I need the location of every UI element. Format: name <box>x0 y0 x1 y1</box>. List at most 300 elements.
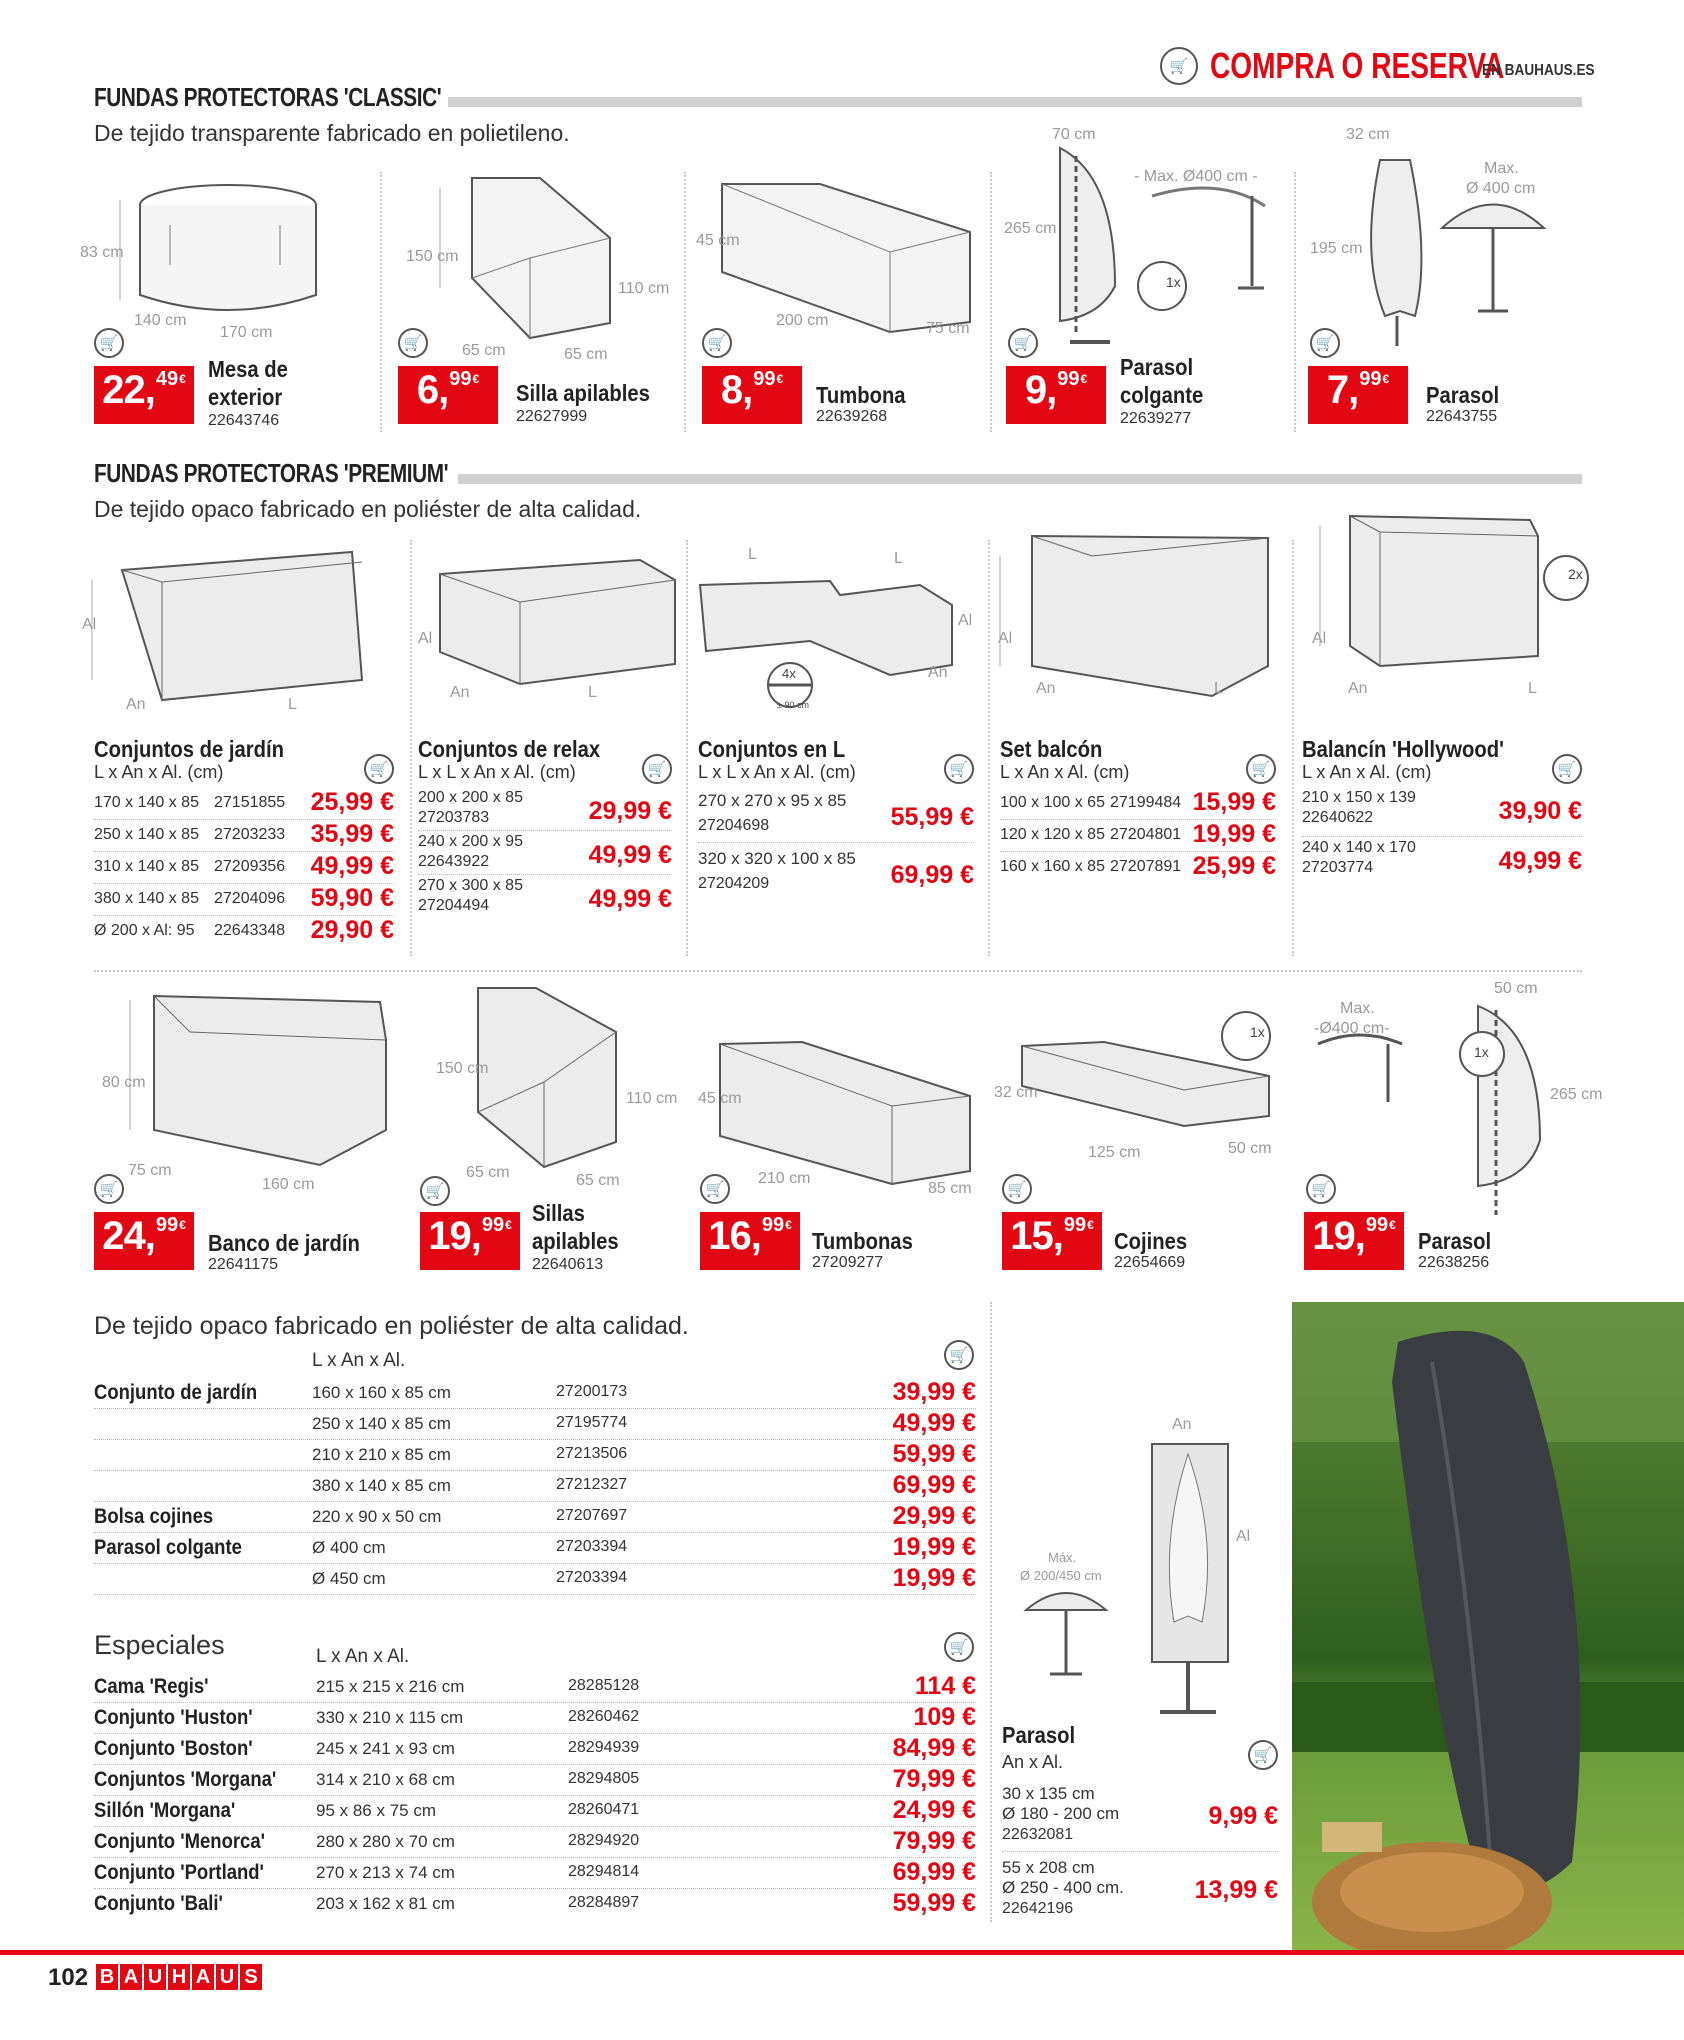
price-currency: € <box>1080 372 1088 386</box>
set-name: Set balcón <box>1000 736 1103 762</box>
classic-subtitle: De tejido transparente fabricado en polietileno. <box>94 120 570 146</box>
row-price: 13,99 € <box>1194 1876 1278 1904</box>
dim-label: 125 cm <box>1088 1144 1141 1161</box>
row-code: 27203774 <box>1302 859 1374 876</box>
cart-icon[interactable]: 🛒 <box>944 754 974 784</box>
logo-letter: U <box>144 1964 166 1990</box>
set-l <box>698 736 974 909</box>
row-dim: Ø 180 - 200 cm <box>1002 1804 1120 1823</box>
product-name: Banco de jardín <box>208 1230 360 1256</box>
loungers-cover-illustration <box>712 1036 982 1186</box>
row-dim: Ø 200 x Al: 95 <box>94 922 195 939</box>
price-currency: € <box>472 372 480 386</box>
dim-label: 2x <box>1568 566 1583 582</box>
price-cents: 99 <box>753 368 776 390</box>
cart-icon[interactable]: 🛒 <box>702 328 732 358</box>
row-dim: 240 x 140 x 170 <box>1302 839 1416 856</box>
dim-label: 210 cm <box>758 1170 811 1187</box>
price-cents: 99 <box>449 368 472 390</box>
product-name: apilables <box>532 1228 619 1254</box>
dim-label: L <box>894 550 903 567</box>
opaco-table <box>94 1378 976 1596</box>
row-price: 19,99 € <box>1192 820 1276 848</box>
dim-label: An <box>928 664 948 681</box>
row-code: 22643922 <box>418 853 490 870</box>
row-code: 27204801 <box>1110 826 1182 843</box>
cart-icon[interactable]: 🛒 <box>944 1632 974 1662</box>
row-dim: 270 x 300 x 85 <box>418 877 523 894</box>
dim-label: Al <box>1312 630 1327 647</box>
dim-label: 75 cm <box>128 1162 172 1179</box>
price-cents: 99 <box>1057 368 1080 390</box>
dim-label: 50 cm <box>1228 1140 1272 1157</box>
dim-label: 1x <box>1250 1024 1265 1040</box>
row-price: 49,99 € <box>588 885 672 913</box>
row-dim: 250 x 140 x 85 <box>94 826 199 843</box>
price-badge <box>1006 366 1106 424</box>
row-dim: 55 x 208 cm <box>1002 1858 1095 1877</box>
dim-label: 110 cm <box>618 280 670 297</box>
dim-label: 265 cm <box>1550 1086 1603 1103</box>
product-code: 22643755 <box>1426 408 1498 425</box>
dim-label: Al <box>1236 1528 1251 1545</box>
set-unit: L x An x Al. (cm) <box>94 762 224 782</box>
row-price: 39,90 € <box>1498 797 1582 825</box>
product-name: Cojines <box>1114 1228 1188 1254</box>
set-relax <box>418 736 672 959</box>
cart-icon[interactable]: 🛒 <box>94 1174 124 1204</box>
row-price: 114 € <box>914 1672 976 1700</box>
cart-icon[interactable]: 🛒 <box>1008 328 1038 358</box>
row-code: 28294920 <box>568 1832 640 1849</box>
especiales-table <box>94 1672 976 1922</box>
product-code: 22639277 <box>1120 410 1192 427</box>
row-name: Bolsa cojines <box>94 1505 214 1528</box>
classic-title: FUNDAS PROTECTORAS 'CLASSIC' <box>94 82 442 112</box>
row-price: 84,99 € <box>892 1734 976 1762</box>
row-price: 25,99 € <box>310 788 394 816</box>
set-garden <box>94 736 394 959</box>
row-dim: 270 x 270 x 95 x 85 <box>698 791 847 810</box>
price-euros: 19, <box>1312 1214 1365 1258</box>
dim-label: 32 cm <box>1346 126 1390 143</box>
header-web[interactable]: EN BAUHAUS.ES <box>1482 62 1595 79</box>
logo-letter: B <box>96 1964 118 1990</box>
product-code: 22654669 <box>1114 1254 1186 1271</box>
row-code: 27203783 <box>418 809 490 826</box>
dim-label: Max. <box>1484 160 1519 177</box>
product-name: Parasol <box>1120 354 1194 380</box>
price-cents: 99 <box>761 1214 785 1236</box>
opaco-subtitle: De tejido opaco fabricado en poliéster de alta calidad. <box>94 1312 689 1340</box>
row-code: 27203394 <box>556 1569 628 1586</box>
price-badge <box>94 1212 194 1270</box>
price-currency: € <box>776 372 784 386</box>
row-code: 22643348 <box>214 922 286 939</box>
row-price: 49,99 € <box>1498 847 1582 875</box>
price-badge <box>702 366 802 424</box>
parasol-cover-illustration <box>1010 1410 1270 1720</box>
dim-label: An <box>1036 680 1056 697</box>
price-currency: € <box>785 1218 792 1232</box>
row-name: Conjunto 'Menorca' <box>94 1830 265 1853</box>
cart-icon[interactable]: 🛒 <box>944 1340 974 1370</box>
row-code: 28294814 <box>568 1863 640 1880</box>
row-name: Conjunto 'Bali' <box>94 1892 223 1915</box>
row-dim: 380 x 140 x 85 cm <box>312 1476 451 1495</box>
row-price: 49,99 € <box>588 841 672 869</box>
row-name: Conjuntos 'Morgana' <box>94 1768 277 1791</box>
premium-title-bar <box>458 474 1582 484</box>
price-euros: 22, <box>102 368 155 412</box>
row-dim: 100 x 100 x 65 <box>1000 794 1105 811</box>
row-price: 69,99 € <box>892 1858 976 1886</box>
parasol-unit: An x Al. <box>1002 1752 1064 1772</box>
row-name: Conjunto 'Boston' <box>94 1737 253 1760</box>
row-name: Conjunto 'Huston' <box>94 1706 253 1729</box>
row-dim: 203 x 162 x 81 cm <box>316 1894 455 1913</box>
cart-icon[interactable]: 🛒 <box>364 754 394 784</box>
page-number: 102 <box>48 1964 89 1991</box>
price-badge <box>420 1212 520 1270</box>
set-unit: L x An x Al. (cm) <box>1000 762 1130 782</box>
price-badge <box>1002 1212 1102 1270</box>
dim-label: An <box>1172 1416 1192 1433</box>
row-price: 59,90 € <box>310 884 394 912</box>
price-euros: 19, <box>428 1214 481 1258</box>
set-name: Conjuntos de jardín <box>94 736 285 762</box>
row-name: Conjunto de jardín <box>94 1381 258 1404</box>
row-dim: 240 x 200 x 95 <box>418 833 523 850</box>
row-name: Sillón 'Morgana' <box>94 1799 236 1822</box>
row-price: 59,99 € <box>892 1889 976 1917</box>
set-balcony <box>1000 736 1276 899</box>
premium-subtitle: De tejido opaco fabricado en poliéster de alta calidad. <box>94 496 642 522</box>
row-code: 28284897 <box>568 1894 640 1911</box>
dim-label: 4x <box>782 666 796 681</box>
row-dim: 160 x 160 x 85 <box>1000 858 1105 875</box>
bauhaus-logo <box>96 1964 262 1990</box>
price-euros: 24, <box>102 1214 155 1258</box>
price-euros: 15, <box>1010 1214 1063 1258</box>
price-euros: 8, <box>720 368 753 412</box>
price-badge <box>700 1212 800 1270</box>
row-code: 27213506 <box>556 1445 628 1462</box>
bench-cover-illustration <box>120 990 390 1175</box>
row-name: Conjunto 'Portland' <box>94 1861 264 1884</box>
row-dim: 310 x 140 x 85 <box>94 858 199 875</box>
row-name: Cama 'Regis' <box>94 1675 209 1698</box>
row-code: 27203394 <box>556 1538 628 1555</box>
set-name: Conjuntos en L <box>698 736 846 762</box>
row-dim: 320 x 320 x 100 x 85 <box>698 849 856 868</box>
dim-label: L <box>588 684 597 701</box>
row-price: 35,99 € <box>310 820 394 848</box>
cart-icon[interactable]: 🛒 <box>1248 1740 1278 1770</box>
row-code: 27207697 <box>556 1507 628 1524</box>
dim-label: Al <box>418 630 433 647</box>
row-code: 27212327 <box>556 1476 628 1493</box>
product-code: 22640613 <box>532 1256 604 1273</box>
dim-label: - Max. Ø400 cm - <box>1134 168 1258 185</box>
row-code: 27151855 <box>214 794 286 811</box>
row-dim: 170 x 140 x 85 <box>94 794 199 811</box>
cushions-cover-illustration <box>1014 1006 1284 1156</box>
product-code: 22627999 <box>516 408 588 425</box>
price-euros: 7, <box>1326 368 1359 412</box>
dim-label: 110 cm <box>626 1090 678 1107</box>
price-badge <box>398 366 498 424</box>
logo-letter: H <box>168 1964 190 1990</box>
row-price: 15,99 € <box>1192 788 1276 816</box>
footer-rule <box>0 1950 1684 1955</box>
price-cents: 99 <box>481 1214 505 1236</box>
table-cover-illustration <box>90 170 370 340</box>
relax-set-cover-illustration <box>420 552 680 702</box>
price-cents: 99 <box>1063 1214 1087 1236</box>
product-name: Tumbonas <box>812 1228 913 1254</box>
price-currency: € <box>505 1218 512 1232</box>
row-code: 28294939 <box>568 1739 640 1756</box>
row-price: 19,99 € <box>892 1533 976 1561</box>
row-code: 27195774 <box>556 1414 628 1431</box>
row-price: 69,99 € <box>892 1471 976 1499</box>
product-name: Parasol <box>1418 1228 1492 1254</box>
opaco-unit: L x An x Al. <box>312 1350 406 1371</box>
price-cents: 99 <box>1365 1214 1389 1236</box>
row-code: 28294805 <box>568 1770 640 1787</box>
row-dim: 30 x 135 cm <box>1002 1784 1095 1803</box>
premium-title: FUNDAS PROTECTORAS 'PREMIUM' <box>94 458 449 488</box>
row-price: 55,99 € <box>890 803 974 831</box>
row-dim: 95 x 86 x 75 cm <box>316 1801 437 1820</box>
row-code: 22632081 <box>1002 1826 1074 1843</box>
set-unit: L x An x Al. (cm) <box>1302 762 1432 782</box>
dim-label: 150 cm <box>436 1060 489 1077</box>
product-name: Mesa de <box>208 356 288 382</box>
row-price: 69,99 € <box>890 861 974 889</box>
row-price: 25,99 € <box>1192 852 1276 880</box>
row-code: 27204698 <box>698 817 770 834</box>
product-code: 27209277 <box>812 1254 884 1271</box>
price-currency: € <box>1087 1218 1094 1232</box>
row-price: 19,99 € <box>892 1564 976 1592</box>
dim-label: Máx. <box>1048 1550 1077 1565</box>
row-dim: 314 x 210 x 68 cm <box>316 1770 455 1789</box>
dim-label: Ø 400 cm <box>1466 180 1536 197</box>
cart-icon[interactable]: 🛒 <box>642 754 672 784</box>
row-dim: 280 x 280 x 70 cm <box>316 1832 455 1851</box>
parasol-name: Parasol <box>1002 1722 1076 1748</box>
product-name: colgante <box>1120 382 1204 408</box>
product-name: Tumbona <box>816 382 906 408</box>
dim-label: 50 cm <box>1494 980 1538 997</box>
dim-label: Al <box>82 616 97 633</box>
set-hollywood <box>1302 736 1582 899</box>
row-price: 79,99 € <box>892 1765 976 1793</box>
dim-label: 160 cm <box>262 1176 315 1193</box>
dim-label: 65 cm <box>564 346 608 363</box>
set-name: Conjuntos de relax <box>418 736 601 762</box>
row-code: 27199484 <box>1110 794 1182 811</box>
row-code: 27204494 <box>418 897 490 914</box>
dim-label: 1x <box>1474 1044 1489 1060</box>
row-price: 29,99 € <box>892 1502 976 1530</box>
price-cents: 99 <box>1359 368 1382 390</box>
dim-label: 65 cm <box>576 1172 620 1189</box>
row-price: 29,90 € <box>310 916 394 944</box>
row-code: 27203233 <box>214 826 286 843</box>
row-code: 28260462 <box>568 1708 640 1725</box>
dim-label: 265 cm <box>1004 220 1057 237</box>
product-name: exterior <box>208 384 283 410</box>
product-code: 22638256 <box>1418 1254 1490 1271</box>
dim-label: An <box>126 696 146 713</box>
cart-icon[interactable]: 🛒 <box>1246 754 1276 784</box>
set-unit: L x L x An x Al. (cm) <box>698 762 856 782</box>
dim-label: 65 cm <box>462 342 506 359</box>
row-price: 109 € <box>913 1703 976 1731</box>
row-dim: 245 x 241 x 93 cm <box>316 1739 455 1758</box>
set-unit: L x L x An x Al. (cm) <box>418 762 576 782</box>
classic-title-bar <box>448 97 1582 107</box>
dim-label: 1x <box>1166 274 1181 290</box>
row-dim: 270 x 213 x 74 cm <box>316 1863 455 1882</box>
row-dim: 210 x 210 x 85 cm <box>312 1445 451 1464</box>
price-badge <box>94 366 194 424</box>
row-dim: 250 x 140 x 85 cm <box>312 1414 451 1433</box>
dim-label: 170 cm <box>220 324 273 341</box>
cart-icon[interactable]: 🛒 <box>1306 1174 1336 1204</box>
price-currency: € <box>179 372 186 386</box>
dim-label: -Ø400 cm- <box>1314 1020 1390 1037</box>
dim-label: Ø 200/450 cm <box>1020 1568 1102 1583</box>
dim-label: 45 cm <box>698 1090 742 1107</box>
product-code: 22641175 <box>208 1256 278 1273</box>
dim-label: L <box>748 546 757 563</box>
row-price: 49,99 € <box>310 852 394 880</box>
product-name: Silla apilables <box>516 380 650 406</box>
l-set-cover-illustration <box>690 545 980 715</box>
row-dim: 380 x 140 x 85 <box>94 890 199 907</box>
price-euros: 6, <box>416 368 449 412</box>
row-dim: 210 x 150 x 139 <box>1302 789 1416 806</box>
row-dim: 160 x 160 x 85 cm <box>312 1383 451 1402</box>
row-name: Parasol colgante <box>94 1536 242 1559</box>
dim-label: 140 cm <box>134 312 187 329</box>
product-code: 22643746 <box>208 412 280 429</box>
garden-set-cover-illustration <box>82 540 382 720</box>
dim-label: L <box>1528 680 1537 697</box>
row-code: 27204209 <box>698 875 770 892</box>
logo-letter: A <box>192 1964 214 1990</box>
dim-label: An <box>1348 680 1368 697</box>
dim-label: 75 cm <box>926 320 970 337</box>
dim-label: L <box>288 696 297 713</box>
row-dim: Ø 400 cm <box>312 1538 386 1557</box>
dim-label: L <box>1214 680 1223 697</box>
cart-icon[interactable]: 🛒 <box>700 1174 730 1204</box>
logo-letter: U <box>216 1964 238 1990</box>
row-price: 39,99 € <box>892 1378 976 1406</box>
price-badge <box>1304 1212 1404 1270</box>
price-euros: 9, <box>1024 368 1057 412</box>
row-price: 9,99 € <box>1208 1802 1278 1830</box>
row-dim: 120 x 120 x 85 <box>1000 826 1105 843</box>
dim-label: 200 cm <box>776 312 829 329</box>
price-currency: € <box>1389 1218 1396 1232</box>
lounger-cover-illustration <box>700 172 980 342</box>
dim-label: 65 cm <box>466 1164 510 1181</box>
dim-label: 150 cm <box>406 248 459 265</box>
cart-icon[interactable]: 🛒 <box>1160 47 1198 85</box>
dim-label: An <box>450 684 470 701</box>
row-code: 28285128 <box>568 1677 640 1694</box>
row-code: 22642196 <box>1002 1900 1074 1917</box>
cart-icon[interactable]: 🛒 <box>1552 754 1582 784</box>
row-code: 28260471 <box>568 1801 640 1818</box>
row-price: 24,99 € <box>892 1796 976 1824</box>
product-name: Sillas <box>532 1200 585 1226</box>
row-dim: Ø 450 cm <box>312 1569 386 1588</box>
price-currency: € <box>1382 372 1390 386</box>
dim-label: 85 cm <box>928 1180 972 1197</box>
row-code: 27204096 <box>214 890 286 907</box>
row-dim: 215 x 215 x 216 cm <box>316 1677 465 1696</box>
row-dim: 330 x 210 x 115 cm <box>316 1708 464 1727</box>
row-dim: 220 x 90 x 50 cm <box>312 1507 442 1526</box>
cart-icon[interactable]: 🛒 <box>398 328 428 358</box>
logo-letter: S <box>240 1964 262 1990</box>
price-euros: 16, <box>708 1214 761 1258</box>
row-price: 79,99 € <box>892 1827 976 1855</box>
dim-label: 70 cm <box>1052 126 1096 143</box>
price-cents: 99 <box>155 1214 179 1236</box>
price-cents: 49 <box>155 368 179 390</box>
product-code: 22639268 <box>816 408 888 425</box>
price-currency: € <box>179 1218 186 1232</box>
dim-label: Max. <box>1340 1000 1375 1017</box>
parasol-table <box>1002 1780 1278 1920</box>
row-price: 29,99 € <box>588 797 672 825</box>
row-code: 27200173 <box>556 1383 628 1400</box>
dim-label: 83 cm <box>80 244 124 261</box>
cart-icon[interactable]: 🛒 <box>1002 1174 1032 1204</box>
dim-label: 32 cm <box>994 1084 1038 1101</box>
row-code: 22640622 <box>1302 809 1374 826</box>
logo-letter: A <box>120 1964 142 1990</box>
especiales-title: Especiales <box>94 1630 225 1660</box>
cart-icon[interactable]: 🛒 <box>94 328 124 358</box>
parasol-cover-illustration <box>1330 136 1590 351</box>
dim-label: 45 cm <box>696 232 740 249</box>
dim-label: 195 cm <box>1310 240 1363 257</box>
dim-label: Al <box>998 630 1013 647</box>
cart-icon[interactable]: 🛒 <box>1310 328 1340 358</box>
product-name: Parasol <box>1426 382 1500 408</box>
row-price: 59,99 € <box>892 1440 976 1468</box>
price-badge <box>1308 366 1408 424</box>
dim-label: Al <box>958 612 973 629</box>
garden-parasol-photo <box>1292 1302 1684 1950</box>
row-code: 27207891 <box>1110 858 1182 875</box>
row-code: 27209356 <box>214 858 286 875</box>
cart-icon[interactable]: 🛒 <box>420 1176 450 1206</box>
especiales-unit: L x An x Al. <box>316 1646 410 1667</box>
row-price: 49,99 € <box>892 1409 976 1437</box>
dim-label: 80 cm <box>102 1074 146 1091</box>
set-name: Balancín 'Hollywood' <box>1302 736 1504 762</box>
